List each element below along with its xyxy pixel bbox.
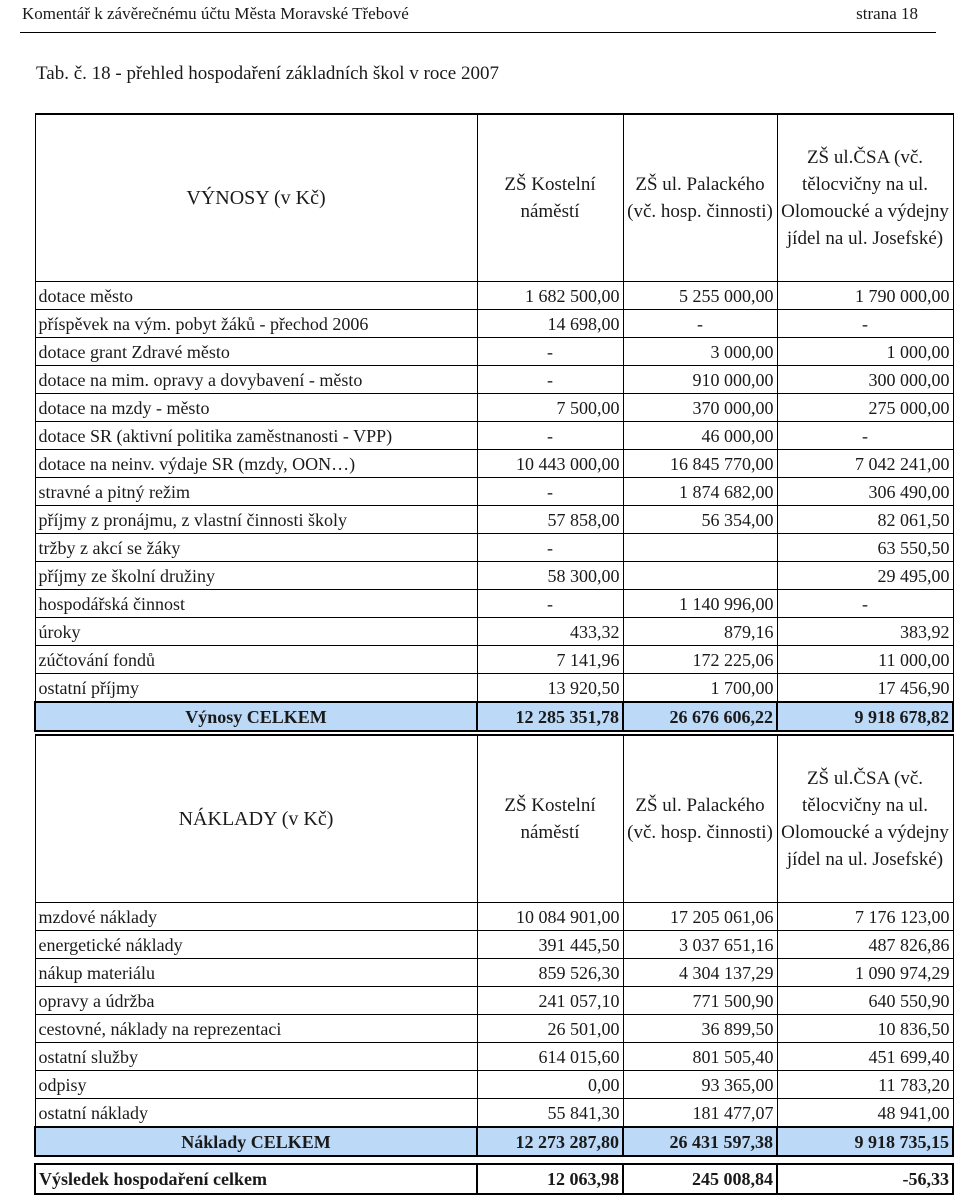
cell-value: 7 500,00 <box>477 394 623 422</box>
row-label: příspěvek na vým. pobyt žáků - přechod 2006 <box>35 310 477 338</box>
cell-value: 13 920,50 <box>477 674 623 703</box>
total-value: 9 918 735,15 <box>777 1127 953 1156</box>
cell-value: 10 836,50 <box>777 1015 953 1043</box>
row-label: hospodářská činnost <box>35 590 477 618</box>
result-value: 12 063,98 <box>477 1164 623 1194</box>
cell-value: 55 841,30 <box>477 1099 623 1128</box>
cell-value: 879,16 <box>623 618 777 646</box>
cell-value: 10 084 901,00 <box>477 903 623 931</box>
row-label: cestovné, náklady na reprezentaci <box>35 1015 477 1043</box>
cell-value: - <box>477 366 623 394</box>
cell-value: 370 000,00 <box>623 394 777 422</box>
cell-value: 16 845 770,00 <box>623 450 777 478</box>
row-label: mzdové náklady <box>35 903 477 931</box>
column-header: ZŠ ul. Palackého (vč. hosp. činnosti) <box>623 114 777 282</box>
table-row <box>35 1043 953 1071</box>
table-row <box>35 590 953 618</box>
row-label: nákup materiálu <box>35 959 477 987</box>
costs-header-row <box>35 735 953 903</box>
page-number: strana 18 <box>856 4 918 23</box>
total-value: 9 918 678,82 <box>777 702 953 731</box>
result-value: -56,33 <box>777 1164 953 1194</box>
cell-value: 57 858,00 <box>477 506 623 534</box>
result-label: Výsledek hospodaření celkem <box>35 1164 477 1194</box>
cell-value: 801 505,40 <box>623 1043 777 1071</box>
row-label: stravné a pitný režim <box>35 478 477 506</box>
cell-value: 7 176 123,00 <box>777 903 953 931</box>
row-label: dotace SR (aktivní politika zaměstnanosti - VPP) <box>35 422 477 450</box>
total-value: 12 285 351,78 <box>477 702 623 731</box>
cell-value: 11 783,20 <box>777 1071 953 1099</box>
column-header: ZŠ Kostelní náměstí <box>477 735 623 903</box>
cell-value: 181 477,07 <box>623 1099 777 1128</box>
cell-value: 11 000,00 <box>777 646 953 674</box>
cell-value: 7 042 241,00 <box>777 450 953 478</box>
cell-value: 859 526,30 <box>477 959 623 987</box>
cell-value: 36 899,50 <box>623 1015 777 1043</box>
cell-value: 383,92 <box>777 618 953 646</box>
row-label: energetické náklady <box>35 931 477 959</box>
cell-value: 1 000,00 <box>777 338 953 366</box>
row-label: příjmy ze školní družiny <box>35 562 477 590</box>
result-value: 245 008,84 <box>623 1164 777 1194</box>
cell-value: 391 445,50 <box>477 931 623 959</box>
table-row <box>35 450 953 478</box>
cell-value: 63 550,50 <box>777 534 953 562</box>
revenues-heading: VÝNOSY (v Kč) <box>35 114 477 282</box>
total-value: 26 431 597,38 <box>623 1127 777 1156</box>
cell-value: 26 501,00 <box>477 1015 623 1043</box>
table-row <box>35 931 953 959</box>
table-row <box>35 618 953 646</box>
page-header <box>20 0 936 33</box>
cell-value: 614 015,60 <box>477 1043 623 1071</box>
column-header: ZŠ Kostelní náměstí <box>477 114 623 282</box>
cell-value: 451 699,40 <box>777 1043 953 1071</box>
table-row <box>35 422 953 450</box>
column-header: ZŠ ul.ČSA (vč. tělocvičny na ul. Olomoucké a výdejny jídel na ul. Josefské) <box>777 114 953 282</box>
table-row <box>35 674 953 703</box>
row-label: ostatní služby <box>35 1043 477 1071</box>
cell-value: 14 698,00 <box>477 310 623 338</box>
cell-value: 1 700,00 <box>623 674 777 703</box>
result-table <box>34 1163 954 1195</box>
table-row <box>35 1099 953 1128</box>
table-row <box>35 394 953 422</box>
cell-value: 487 826,86 <box>777 931 953 959</box>
cell-value: 3 000,00 <box>623 338 777 366</box>
total-label: Náklady CELKEM <box>35 1127 477 1156</box>
total-row <box>35 702 953 731</box>
cell-value: - <box>477 422 623 450</box>
row-label: ostatní náklady <box>35 1099 477 1128</box>
table-title: Tab. č. 18 - přehled hospodaření základních škol v roce 2007 <box>36 63 499 84</box>
costs-table <box>34 734 954 1157</box>
cell-value: 93 365,00 <box>623 1071 777 1099</box>
table-row <box>35 903 953 931</box>
cell-value: 46 000,00 <box>623 422 777 450</box>
row-label: ostatní příjmy <box>35 674 477 703</box>
cell-value: 17 205 061,06 <box>623 903 777 931</box>
table-row <box>35 282 953 310</box>
cell-value: 17 456,90 <box>777 674 953 703</box>
cell-value <box>623 534 777 562</box>
revenues-header-row <box>35 114 953 282</box>
table-row <box>35 1015 953 1043</box>
document-title: Komentář k závěrečnému účtu Města Moravské Třebové <box>22 4 409 23</box>
table-row <box>35 478 953 506</box>
cell-value: 910 000,00 <box>623 366 777 394</box>
cell-value: 1 090 974,29 <box>777 959 953 987</box>
column-header: ZŠ ul. Palackého (vč. hosp. činnosti) <box>623 735 777 903</box>
table-row <box>35 1071 953 1099</box>
row-label: dotace grant Zdravé město <box>35 338 477 366</box>
costs-heading: NÁKLADY (v Kč) <box>35 735 477 903</box>
revenues-table <box>34 113 954 732</box>
table-row <box>35 562 953 590</box>
row-label: zúčtování fondů <box>35 646 477 674</box>
cell-value: 1 874 682,00 <box>623 478 777 506</box>
cell-value: - <box>777 310 953 338</box>
cell-value: 1 790 000,00 <box>777 282 953 310</box>
cell-value <box>623 562 777 590</box>
table-row <box>35 506 953 534</box>
cell-value: 275 000,00 <box>777 394 953 422</box>
row-label: odpisy <box>35 1071 477 1099</box>
cell-value: - <box>623 310 777 338</box>
row-label: dotace na mzdy - město <box>35 394 477 422</box>
cell-value: 4 304 137,29 <box>623 959 777 987</box>
total-label: Výnosy CELKEM <box>35 702 477 731</box>
table-row <box>35 310 953 338</box>
cell-value: - <box>777 590 953 618</box>
cell-value: 1 140 996,00 <box>623 590 777 618</box>
table-row <box>35 338 953 366</box>
total-row <box>35 1127 953 1156</box>
cell-value: 7 141,96 <box>477 646 623 674</box>
cell-value: 82 061,50 <box>777 506 953 534</box>
cell-value: - <box>777 422 953 450</box>
cell-value: 241 057,10 <box>477 987 623 1015</box>
cell-value: 433,32 <box>477 618 623 646</box>
total-value: 26 676 606,22 <box>623 702 777 731</box>
table-row <box>35 987 953 1015</box>
table-row <box>35 366 953 394</box>
cell-value: - <box>477 590 623 618</box>
cell-value: 3 037 651,16 <box>623 931 777 959</box>
table-row <box>35 959 953 987</box>
result-row <box>35 1164 953 1194</box>
cell-value: 640 550,90 <box>777 987 953 1015</box>
cell-value: - <box>477 338 623 366</box>
cell-value: 5 255 000,00 <box>623 282 777 310</box>
row-label: dotace na neinv. výdaje SR (mzdy, OON…) <box>35 450 477 478</box>
table-row <box>35 646 953 674</box>
row-label: tržby z akcí se žáky <box>35 534 477 562</box>
cell-value: 306 490,00 <box>777 478 953 506</box>
cell-value: 300 000,00 <box>777 366 953 394</box>
cell-value: 48 941,00 <box>777 1099 953 1128</box>
cell-value: 29 495,00 <box>777 562 953 590</box>
row-label: opravy a údržba <box>35 987 477 1015</box>
cell-value: 56 354,00 <box>623 506 777 534</box>
cell-value: 771 500,90 <box>623 987 777 1015</box>
row-label: úroky <box>35 618 477 646</box>
cell-value: 1 682 500,00 <box>477 282 623 310</box>
cell-value: - <box>477 534 623 562</box>
cell-value: 0,00 <box>477 1071 623 1099</box>
total-value: 12 273 287,80 <box>477 1127 623 1156</box>
row-label: dotace na mim. opravy a dovybavení - město <box>35 366 477 394</box>
row-label: příjmy z pronájmu, z vlastní činnosti školy <box>35 506 477 534</box>
cell-value: 172 225,06 <box>623 646 777 674</box>
table-row <box>35 534 953 562</box>
cell-value: - <box>477 478 623 506</box>
cell-value: 10 443 000,00 <box>477 450 623 478</box>
cell-value: 58 300,00 <box>477 562 623 590</box>
column-header: ZŠ ul.ČSA (vč. tělocvičny na ul. Olomoucké a výdejny jídel na ul. Josefské) <box>777 735 953 903</box>
row-label: dotace město <box>35 282 477 310</box>
